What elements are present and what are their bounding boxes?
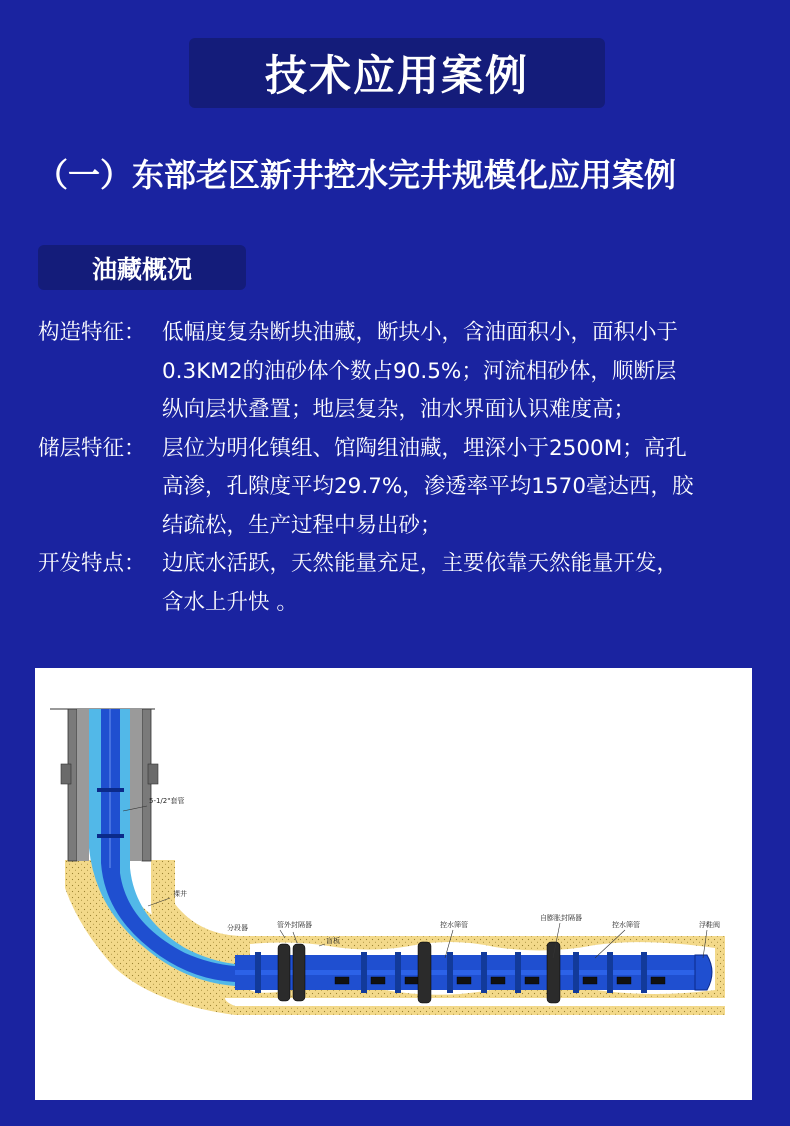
case-title: （一）东部老区新井控水完井规模化应用案例 bbox=[36, 156, 677, 194]
title-banner bbox=[189, 38, 605, 108]
label-tube-packer: 管外封隔器 bbox=[277, 921, 312, 929]
feature-body bbox=[162, 314, 762, 430]
feature-line: 高渗，孔隙度平均29.7%，渗透率平均1570毫达西，胶 bbox=[162, 474, 694, 499]
feature-body bbox=[162, 545, 762, 622]
feature-label: 构造特征： bbox=[38, 320, 146, 345]
feature-label: 储层特征： bbox=[38, 435, 146, 461]
label-float-shoe: 浮鞋阀 bbox=[699, 921, 720, 929]
label-packer-stage: 分段器 bbox=[227, 924, 248, 932]
label-water-tube-2: 控水筛管 bbox=[612, 921, 640, 929]
well-completion-diagram bbox=[35, 668, 752, 1100]
feature-development bbox=[38, 545, 778, 622]
feature-line: 低幅度复杂断块油藏，断块小，含油面积小，面积小于 bbox=[162, 320, 679, 345]
feature-body bbox=[162, 430, 762, 546]
feature-structure bbox=[38, 314, 778, 430]
feature-line: 纵向层状叠置；地层复杂，油水界面认识难度高； bbox=[162, 397, 636, 422]
feature-label: 开发特点： bbox=[38, 551, 146, 576]
label-self-packer: 自膨胀封隔器 bbox=[540, 914, 582, 922]
feature-line: 层位为明化镇组、馆陶组油藏，埋深小于2500M；高孔 bbox=[162, 435, 687, 461]
well-diagram-svg bbox=[35, 668, 752, 1100]
casing-wall-right bbox=[142, 709, 151, 861]
formation-layer bbox=[151, 860, 725, 956]
feature-line: 0.3KM2的油砂体个数占90.5%；河流相砂体，顺断层 bbox=[162, 358, 677, 384]
subsection-banner bbox=[38, 245, 246, 290]
feature-line: 边底水活跃，天然能量充足，主要依靠天然能量开发， bbox=[162, 551, 679, 576]
label-water-tube-1: 控水筛管 bbox=[440, 921, 468, 929]
feature-reservoir bbox=[38, 430, 778, 546]
label-casing: 5-1/2"套管 bbox=[149, 797, 185, 805]
feature-line: 含水上升快 。 bbox=[162, 589, 298, 615]
label-blind-plate: 盲板 bbox=[326, 937, 340, 945]
feature-line: 结疏松，生产过程中易出砂； bbox=[162, 512, 442, 538]
page-title: 技术应用案例 bbox=[264, 51, 529, 100]
casing-wall-left bbox=[68, 709, 77, 861]
subsection-title: 油藏概况 bbox=[91, 254, 192, 284]
float-shoe bbox=[695, 955, 712, 990]
label-open-hole: 裸井 bbox=[173, 890, 187, 898]
feature-list bbox=[38, 314, 778, 622]
